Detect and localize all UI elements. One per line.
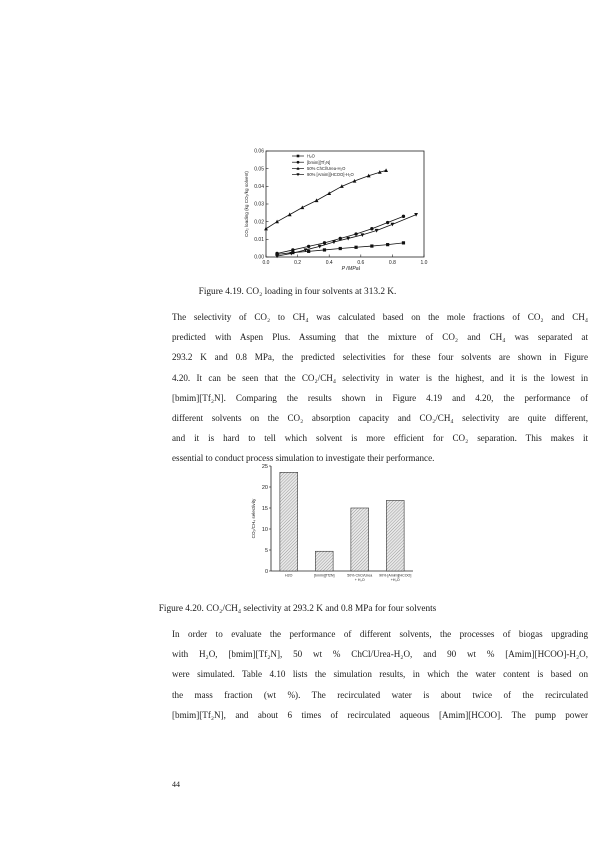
y-tick-label: 0.04 — [254, 184, 264, 191]
paragraph-line: predicted with Aspen Plus. Assuming that the mixture of CO₂ and CH₄ was separated at — [172, 332, 588, 343]
paragraph-line: In order to evaluate the performance of different solvents, the processes of biogas upgrading — [172, 629, 588, 639]
data-point — [307, 245, 310, 248]
x-tick-label: 1.0 — [420, 260, 428, 266]
data-point — [291, 248, 294, 251]
y-tick-label: 0.06 — [254, 148, 264, 155]
data-point — [339, 237, 342, 240]
y-tick-label: 10 — [261, 527, 268, 533]
legend-label: H₂O — [307, 153, 315, 159]
y-tick-label: 0.05 — [254, 166, 264, 173]
series-line — [266, 170, 386, 228]
paragraph-simulation — [172, 624, 588, 725]
x-tick-label: 0.2 — [294, 260, 302, 266]
x-category-label: H2O — [285, 573, 293, 578]
figure-4-19-line-chart — [244, 145, 428, 270]
x-category-label: + H₂O — [354, 578, 365, 583]
data-point — [288, 213, 292, 217]
data-point — [297, 155, 300, 158]
paragraph-line: essential to conduct process simulation to investigate their performance. — [172, 453, 435, 464]
x-category-label: 50% ChCl/Urea — [347, 573, 373, 578]
paragraph-line: the mass fraction (wt %). The recirculated water is about twice of the recirculated — [172, 689, 588, 700]
x-tick-label: 0.0 — [262, 260, 270, 266]
paragraph-selectivity — [172, 307, 588, 469]
y-tick-label: 0.03 — [254, 201, 264, 208]
page-number: 44 — [172, 780, 180, 789]
paragraph-line: 4.20. It can be seen that the CO₂/CH₄ selectivity in water is the highest, and it is the lowest in — [172, 372, 588, 383]
x-tick-label: 0.8 — [388, 260, 396, 266]
y-tick-label: 0.02 — [254, 219, 264, 226]
series-line — [277, 215, 416, 257]
data-point — [275, 255, 279, 259]
paragraph-line: 293.2 K and 0.8 MPa, the predicted selectivities for these four solvents are shown in Figure — [172, 352, 588, 363]
y-axis-label: CO₂/CH₄ selectivity — [251, 498, 256, 539]
y-tick-label: 5 — [264, 548, 268, 554]
data-point — [339, 247, 342, 250]
data-point — [315, 198, 319, 202]
y-tick-label: 15 — [261, 506, 268, 512]
data-point — [384, 168, 388, 172]
x-category-label: +H₂O — [390, 578, 400, 583]
x-tick-label: 0.4 — [325, 260, 333, 266]
data-point — [370, 227, 373, 230]
data-point — [307, 250, 310, 253]
data-point — [386, 221, 389, 224]
paragraph-line: The selectivity of CO₂ to CH₄ was calculated based on the mole fractions of CO₂ and CH₄ — [172, 312, 588, 322]
bar — [280, 472, 298, 571]
y-axis-label: CO₂ loading (kg CO₂/kg solvent) — [244, 171, 249, 237]
paragraph-line: [bmim][Tf₂N]. Comparing the results shown in Figure 4.19 and 4.20, the performance of — [172, 392, 588, 403]
x-category-label: [bmim][Tf2N] — [313, 573, 335, 578]
data-point — [297, 161, 300, 164]
data-point — [402, 241, 405, 244]
data-point — [275, 220, 279, 224]
data-point — [370, 244, 373, 247]
paragraph-line: were simulated. Table 4.10 lists the simulation results, in which the water content is based on — [172, 669, 588, 680]
x-tick-label: 0.6 — [357, 260, 365, 266]
data-point — [327, 191, 331, 195]
data-point — [323, 241, 326, 244]
y-tick-label: 0.01 — [254, 237, 264, 244]
paragraph-line: different solvents on the CO₂ absorption capacity and CO₂/CH₄ selectivity are quite different, — [172, 413, 588, 424]
y-tick-label: 0 — [264, 569, 268, 575]
bar — [386, 500, 404, 571]
x-category-label: 90% [Amim][HCOO] — [379, 573, 412, 578]
y-tick-label: 20 — [261, 485, 268, 491]
legend-label: 50% ChCl/Urea-H₂O — [307, 166, 346, 171]
legend-label: 90% [Amim][HCOO]-H₂O — [307, 172, 354, 178]
bar — [315, 551, 333, 571]
bar — [351, 508, 369, 571]
legend-label: [bmim][Tf₂N] — [307, 159, 331, 165]
y-tick-label: 0.00 — [254, 254, 264, 261]
data-point — [354, 232, 357, 235]
data-point — [323, 248, 326, 251]
data-point — [402, 215, 405, 218]
y-tick-label: 25 — [261, 464, 268, 470]
x-axis-label: P (MPa) — [341, 266, 361, 270]
figure-4-20-bar-chart — [249, 458, 419, 583]
data-point — [354, 246, 357, 249]
data-point — [264, 227, 268, 231]
figure-4-20-caption: Figure 4.20. CO₂/CH₄ selectivity at 293.2 K and 0.8 MPa for four solvents — [158, 604, 437, 614]
figure-4-19-caption: Figure 4.19. CO₂ loading in four solvents at 313.2 K. — [198, 287, 397, 297]
paragraph-line: [bmim][Tf₂N], and about 6 times of recirculated aqueous [Amim][HCOO]. The pump power — [172, 709, 588, 720]
data-point — [386, 243, 389, 246]
paragraph-line: and it is hard to tell which solvent is more efficient for CO₂ separation. This makes it — [172, 433, 588, 444]
paragraph-line: with H₂O, [bmim][Tf₂N], 50 wt % ChCl/Urea-H₂O, and 90 wt % [Amim][HCOO]-H₂O, — [172, 649, 588, 660]
